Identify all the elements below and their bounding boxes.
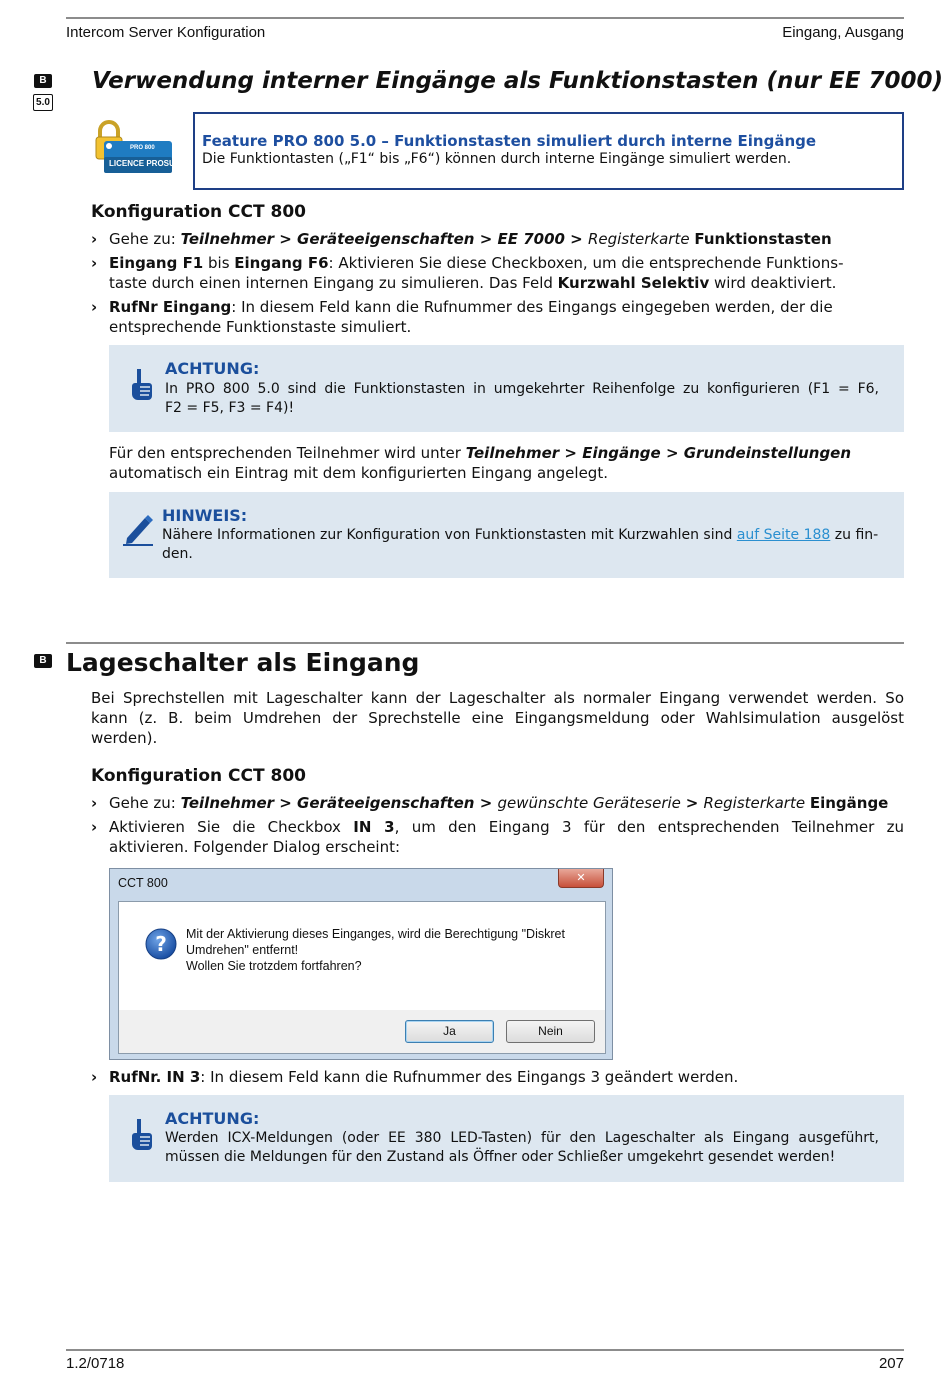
bullet-activate-in3-line2: aktivieren. Folgender Dialog erscheint: [109,838,401,856]
feature-text: Die Funktiontasten („F1“ bis „F6“) können durch interne Eingänge simuliert werden. [202,151,792,167]
note-text: In PRO 800 5.0 sind die Funktionstasten in umgekehrter Reihenfolge zu konfigurieren (F1 = F6, F2 = F5, F3 = F4)! [165,381,879,416]
bullet-rufnr-eingang: RufNr Eingang: In diesem Feld kann die Rufnummer des Eingangs eingegeben werden, der die [109,298,833,316]
bullet-marker: › [91,230,98,248]
feature-title: Feature PRO 800 5.0 – Funktionstasten simuliert durch interne Eingänge [202,132,817,150]
no-button[interactable]: Nein [506,1020,595,1043]
config-heading: Konfiguration CCT 800 [91,766,306,786]
pointing-hand-icon [129,1117,153,1155]
pencil-icon [123,512,155,550]
dialog-title: CCT 800 [118,876,168,890]
bullet-marker: › [91,794,98,812]
note-title: ACHTUNG: [165,1109,260,1128]
license-lock-icon: PRO 800 LICENCE PROSU [92,119,174,177]
feature-box [193,112,904,190]
page-188-link[interactable]: auf Seite 188 [736,527,831,543]
svg-text:?: ? [155,932,167,956]
hint-note [109,492,904,578]
footer-rule [66,1349,904,1351]
warning-note [109,345,904,432]
bullet-marker: › [91,254,98,272]
note-title: HINWEIS: [162,506,248,525]
bullet-eingang-f1-f6: Eingang F1 bis Eingang F6: Aktivieren Sie diese Checkboxen, um die entsprechende Funktions- [109,254,844,272]
dialog-body [118,901,606,1054]
yes-button[interactable]: Ja [405,1020,494,1043]
question-icon [145,928,177,964]
section-title: Verwendung interner Eingänge als Funktionstasten (nur EE 7000) [92,68,944,94]
intro-line2: kann (z. B. beim Umdrehen der Sprechstelle eine Eingangsmeldung oder Wahlsimulation ausgelöst [91,709,904,727]
note-title: ACHTUNG: [165,359,260,378]
dialog-message: Mit der Aktivierung dieses Einganges, wird die Berechtigung "Diskret Umdrehen" entfernt! Wollen Sie trotzdem fortfahren? [186,927,565,973]
bullet-rufnr-in3: RufNr. IN 3: In diesem Feld kann die Rufnummer des Eingangs 3 geändert werden. [109,1068,739,1086]
note-text: Werden ICX-Meldungen (oder EE 380 LED-Tasten) für den Lageschalter als Eingang ausgeführt, müssen die Meldungen für den Zustand als Öffner oder Schließer umgekehrt gesendet werden! [165,1130,879,1165]
dialog-close-button[interactable]: ✕ [558,869,604,888]
config-heading: Konfiguration CCT 800 [91,202,306,222]
section-badge: B [34,654,52,668]
page-number: 207 [878,1355,904,1372]
section-rule [66,642,904,644]
bullet-marker: › [91,818,98,836]
bullet-activate-in3: Aktivieren Sie die Checkbox IN 3, um den Eingang 3 für den entsprechenden Teilnehmer zu [109,818,904,836]
header-right: Eingang, Ausgang [782,24,904,41]
paragraph-line1: Für den entsprechenden Teilnehmer wird unter Teilnehmer > Eingänge > Grundeinstellungen [109,444,852,462]
bullet-goto: Gehe zu: Teilnehmer > Geräteeigenschaften > gewünschte Geräteserie > Registerkarte Eingänge [109,794,889,812]
section-title: Lageschalter als Eingang [66,648,420,677]
header-rule [66,17,904,19]
bullet-rufnr-eingang-line2: entsprechende Funktionstaste simuliert. [109,318,412,336]
section-badge: B [34,74,52,88]
confirm-dialog [109,868,613,1060]
dialog-footer [119,1010,605,1053]
note-text: Nähere Informationen zur Konfiguration von Funktionstasten mit Kurzwahlen sind auf Seite 188 zu fin- den. [162,527,879,562]
bullet-marker: › [91,298,98,316]
bullet-goto: Gehe zu: Teilnehmer > Geräteeigenschaften > EE 7000 > Registerkarte Funktionstasten [109,230,832,248]
footer-left: 1.2/0718 [66,1355,125,1372]
bullet-eingang-f1-f6-line2: taste durch einen internen Eingang zu simulieren. Das Feld Kurzwahl Selektiv wird deaktiviert. [109,274,837,292]
pointing-hand-icon [129,367,153,405]
intro-line1: Bei Sprechstellen mit Lageschalter kann der Lageschalter als normaler Eingang verwendet werden. So [91,689,904,707]
warning-note [109,1095,904,1182]
version-badge: 5.0 [33,94,53,111]
header-left: Intercom Server Konfiguration [66,24,266,41]
bullet-marker: › [91,1068,98,1086]
intro-line3: werden). [91,729,158,747]
paragraph-line2: automatisch ein Eintrag mit dem konfigurierten Eingang angelegt. [109,464,608,482]
